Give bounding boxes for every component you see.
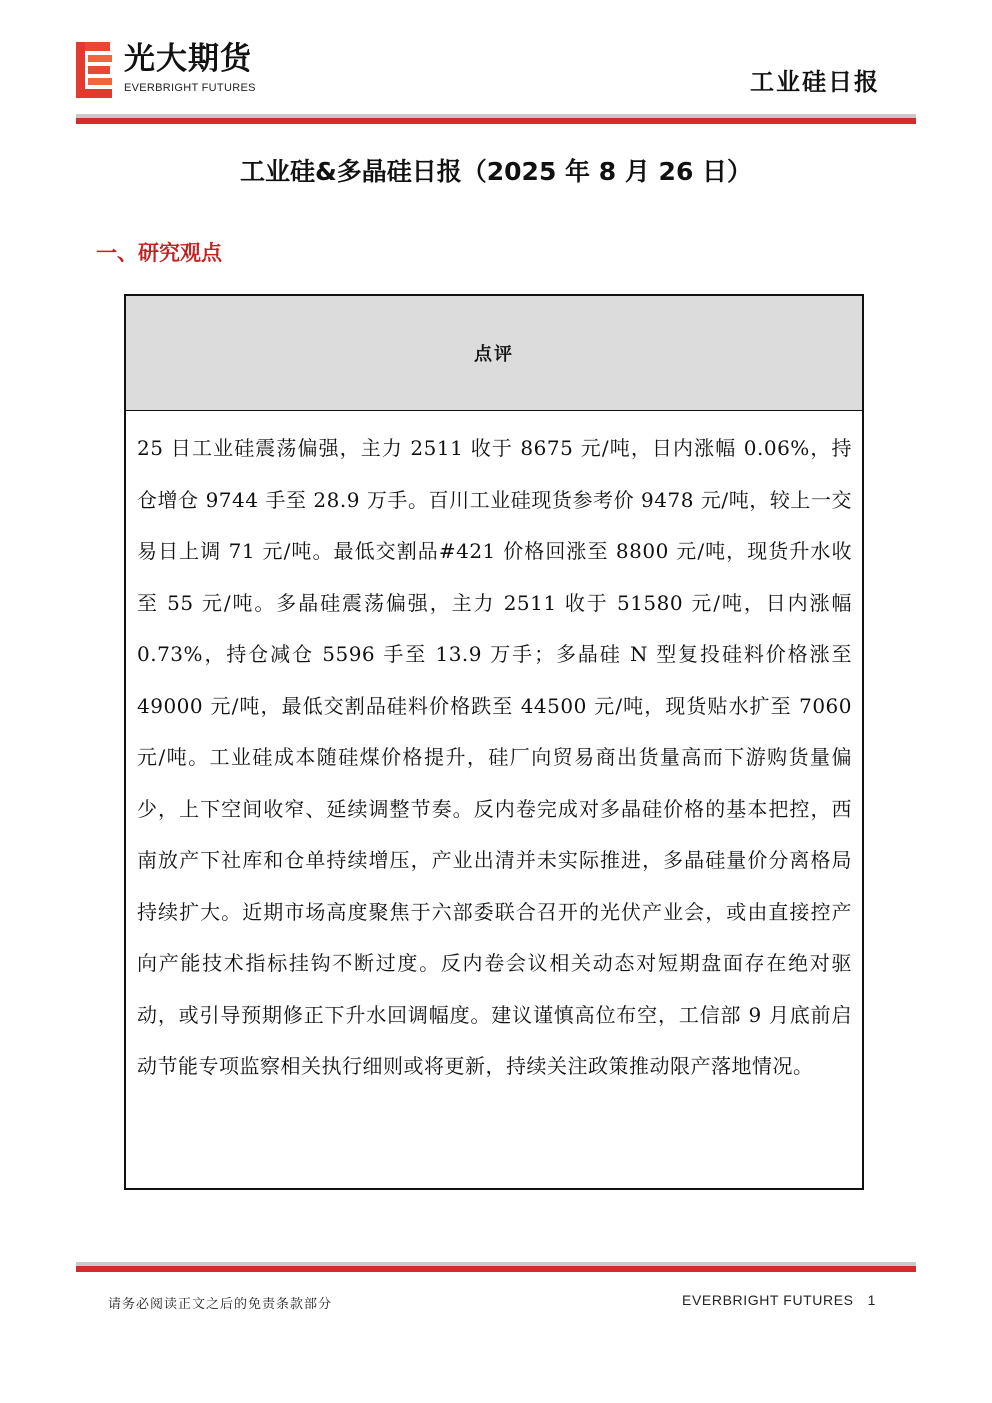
comment-table-header: 点评 [126,296,862,411]
comment-table [124,294,864,1190]
page-number: 1 [867,1292,876,1308]
footer-disclaimer: 请务必阅读正文之后的免责条款部分 [108,1297,333,1312]
everbright-logo-icon [76,42,116,98]
footer-brand [682,1292,876,1308]
brand-name-en: EVERBRIGHT FUTURES [124,82,256,94]
report-type-title: 工业硅日报 [750,68,880,96]
footer-rule-red [76,1266,916,1272]
document-title: 工业硅&多晶硅日报（2025 年 8 月 26 日） [239,157,753,186]
footer-brand-name: EVERBRIGHT FUTURES [682,1292,854,1308]
brand-name-cn: 光大期货 [124,41,252,77]
header-rule-red [76,118,916,124]
comment-body-text: 25 日工业硅震荡偏强，主力 2511 收于 8675 元/吨，日内涨幅 0.06%，持仓增仓 9744 手至 28.9 万手。百川工业硅现货参考价 9478 元/吨，较上一交易日上调 71 元/吨。最低交割品#421 价格回涨至 8800 元/吨，现货升水收至 55 元/吨。多晶硅震荡偏强，主力 2511 收于 51580 元/吨，日内涨幅 0.73%，持仓减仓 5596 手至 13.9 万手；多晶硅 N 型复投硅料价格涨至 49000 元/吨，最低交割品硅料价格跌至 44500 元/吨，现货贴水扩至 7060 元/吨。工业硅成本随硅煤价格提升，硅厂向贸易商出货量高而下游购货量偏少，上下空间收窄、延续调整节奏。反内卷完成对多晶硅价格的基本把控，西南放产下社库和仓单持续增压，产业出清并未实际推进，多晶硅量价分离格局持续扩大。近期市场高度聚焦于六部委联合召开的光伏产业会，或由直接控产向产能技术指标挂钩不断过度。反内卷会议相关动态对短期盘面存在绝对驱动，或引导预期修正下升水回调幅度。建议谨慎高位布空，工信部 9 月底前启动节能专项监察相关执行细则或将更新，持续关注政策推动限产落地情况。 [137,436,852,1078]
section-heading: 一、研究观点 [96,241,222,265]
